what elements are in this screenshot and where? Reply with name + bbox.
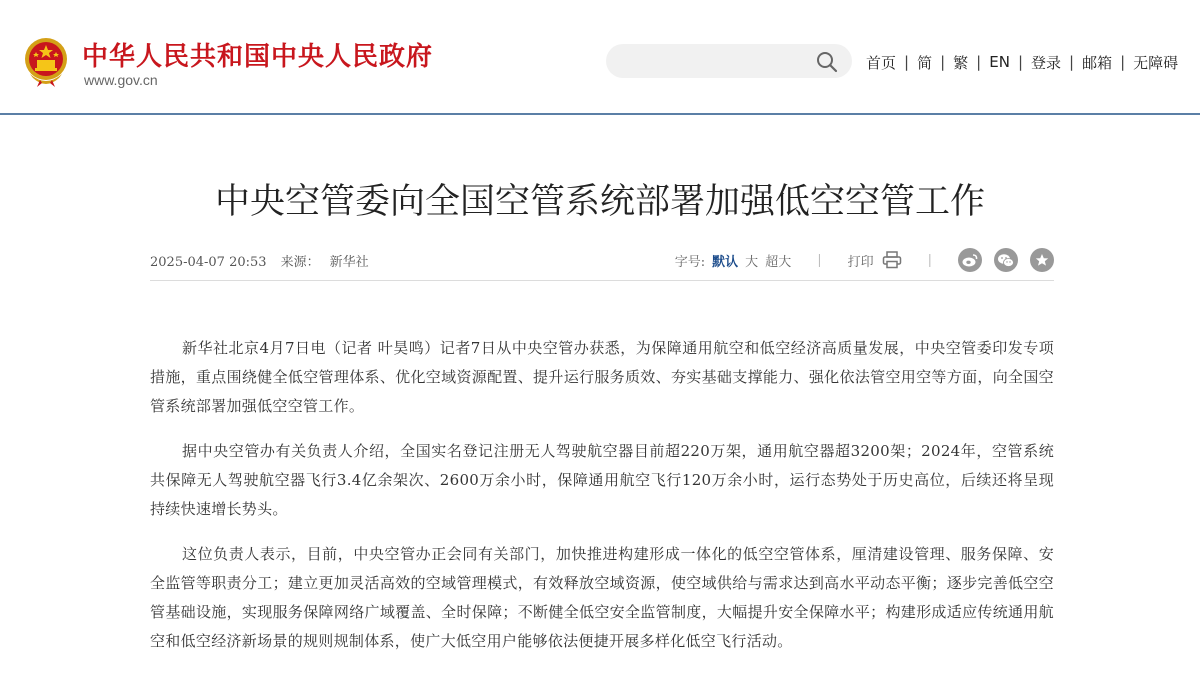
nav-traditional-link[interactable]: 繁	[953, 53, 969, 72]
nav-simplified-link[interactable]: 简	[917, 53, 933, 72]
share-group	[958, 248, 1054, 272]
printer-icon	[882, 251, 902, 269]
wechat-icon[interactable]	[994, 248, 1018, 272]
article-paragraph: 这位负责人表示，目前，中央空管办正会同有关部门，加快推进构建形成一体化的低空空管体系，厘清建设管理、服务保障、安全监管等职责分工；建立更加灵活高效的空域管理模式，有效释放空域资源，使空域供给与需求达到高水平动态平衡；逐步完善低空空管基础设施，实现服务保障网络广域覆盖、全时保障；不断健全低空安全监管制度，大幅提升安全保障水平；构建形成适应传统通用航空和低空经济新场景的规则规制体系，使广大低空用户能够依法便捷开展多样化低空飞行活动。	[150, 545, 1054, 650]
font-size-label: 字号:	[674, 254, 706, 270]
font-size-large[interactable]: 大	[745, 254, 759, 270]
nav-separator: |	[1017, 53, 1023, 71]
nav-home-link[interactable]: 首页	[866, 53, 897, 72]
search-box	[606, 44, 852, 78]
nav-separator: |	[904, 53, 910, 71]
nav-separator: |	[1069, 53, 1075, 71]
publish-datetime: 2025-04-07 20:53	[150, 255, 267, 270]
nav-english-link[interactable]: EN	[989, 53, 1010, 71]
site-title[interactable]: 中华人民共和国中央人民政府	[82, 42, 434, 72]
article-title: 中央空管委向全国空管系统部署加强低空空管工作	[214, 182, 985, 222]
search-icon[interactable]	[816, 51, 838, 73]
source-label: 来源：	[280, 255, 320, 270]
article-meta-bar	[150, 240, 1054, 281]
national-emblem-icon[interactable]	[22, 36, 70, 88]
favorite-icon[interactable]	[1030, 248, 1054, 272]
nav-separator: |	[940, 53, 946, 71]
article-body	[150, 334, 1054, 672]
header-divider	[0, 113, 1200, 115]
article-paragraph: 新华社北京4月7日电（记者 叶昊鸣）记者7日从中央空管办获悉，为保障通用航空和低空经济高质量发展，中央空管委印发专项措施，重点围绕健全低空管理体系、优化空域资源配置、提升运行服务质效、夯实基础支撑能力、强化依法管空用空等方面，向全国空管系统部署加强低空空管工作。	[150, 339, 1054, 415]
font-size-default[interactable]: 默认	[712, 254, 739, 270]
tool-separator: |	[927, 252, 932, 268]
weibo-icon[interactable]	[958, 248, 982, 272]
nav-accessibility-link[interactable]: 无障碍	[1133, 53, 1179, 72]
nav-separator: |	[1120, 53, 1126, 71]
article-tools	[675, 246, 1054, 274]
print-label: 打印	[847, 254, 874, 270]
search-input[interactable]	[620, 50, 814, 74]
site-url[interactable]: www.gov.cn	[84, 72, 158, 88]
tool-separator: |	[817, 252, 822, 268]
nav-mail-link[interactable]: 邮箱	[1082, 53, 1113, 72]
article-meta-info	[150, 251, 369, 270]
font-size-xlarge[interactable]: 超大	[765, 254, 792, 270]
site-header	[0, 0, 1200, 113]
top-nav	[866, 52, 1178, 72]
article-paragraph: 据中央空管办有关负责人介绍，全国实名登记注册无人驾驶航空器目前超220万架，通用航空器超3200架；2024年，空管系统共保障无人驾驶航空器飞行3.4亿余架次、2600万余小时，保障通用航空飞行120万余小时，运行态势处于历史高位，后续还将呈现持续快速增长势头。	[150, 442, 1054, 518]
nav-login-link[interactable]: 登录	[1031, 53, 1062, 72]
print-button[interactable]	[848, 251, 902, 270]
source-name: 新华社	[329, 255, 369, 270]
nav-separator: |	[976, 53, 982, 71]
